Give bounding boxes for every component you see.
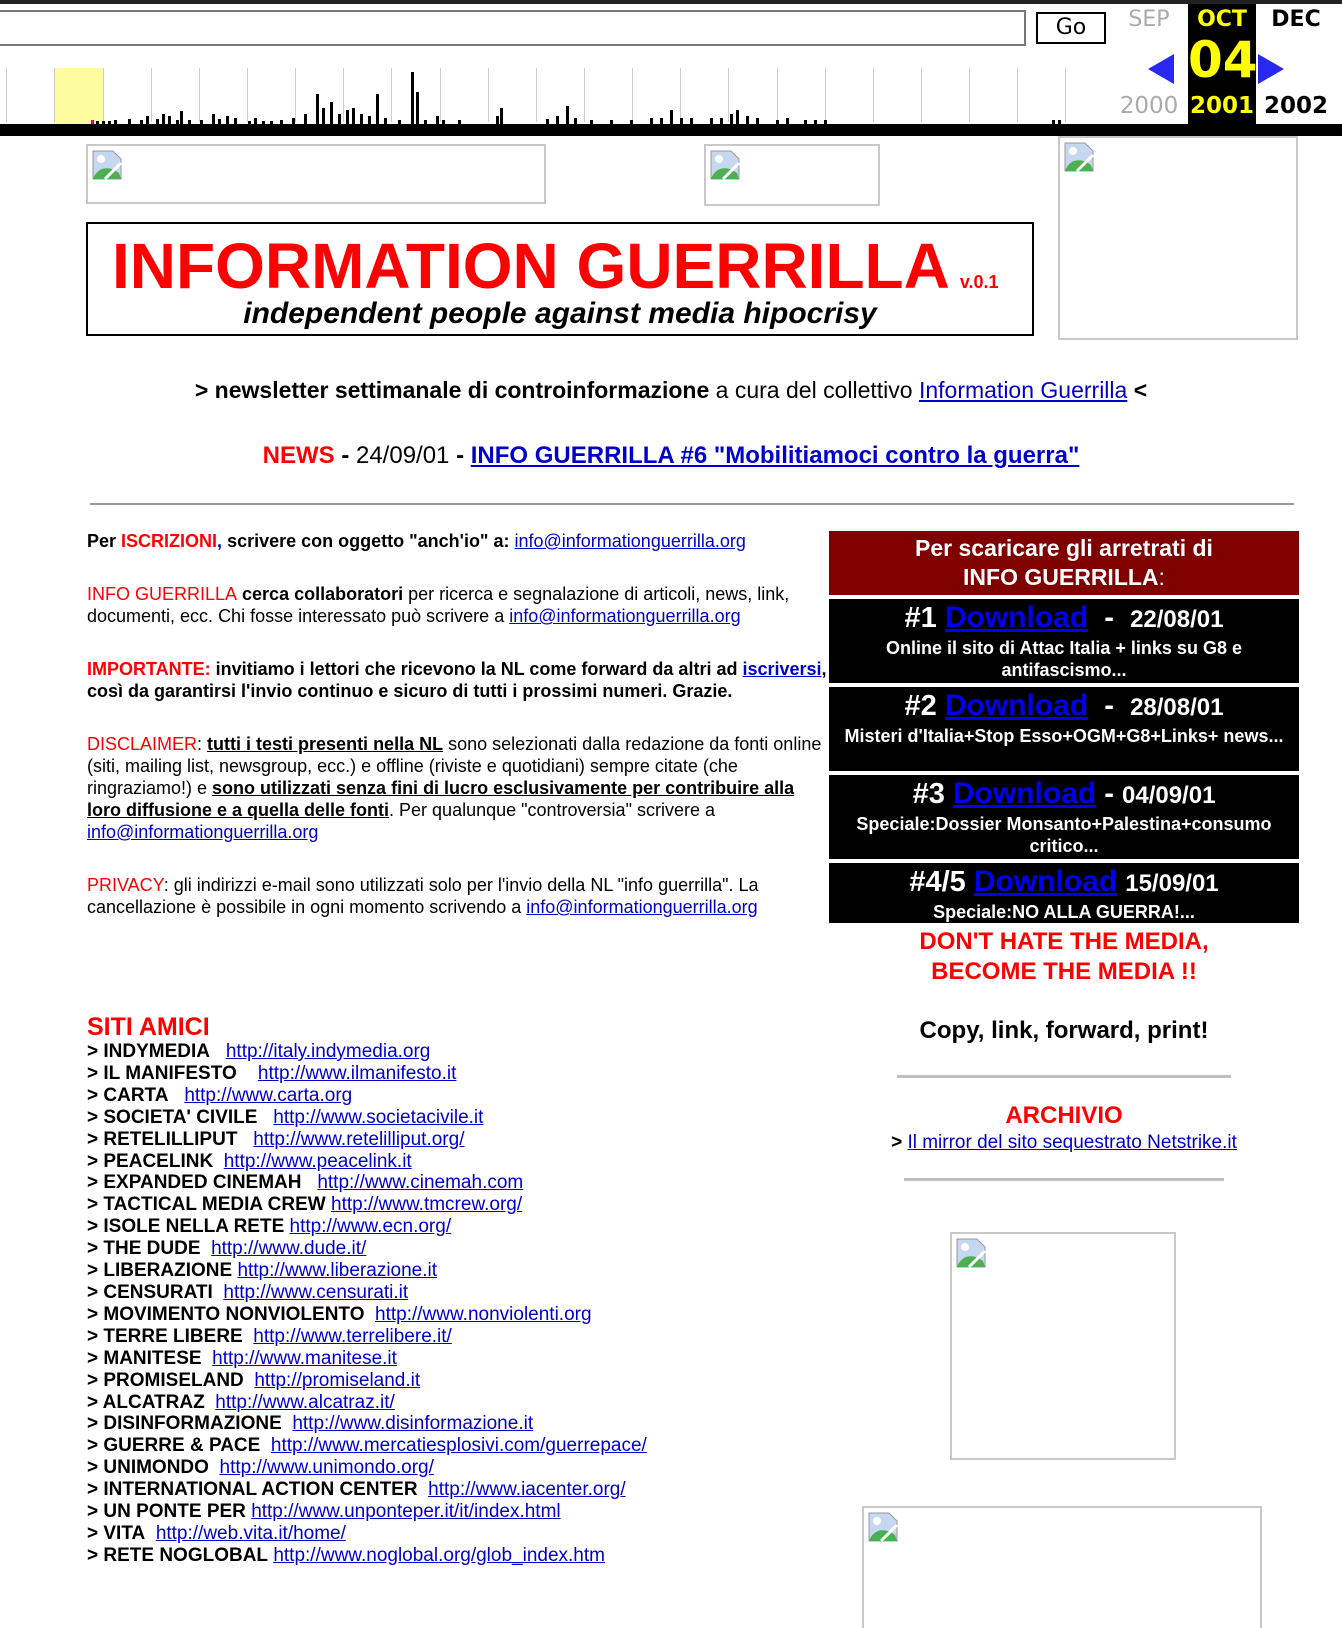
text: . Per qualunque "controversia" scrivere a bbox=[389, 800, 715, 820]
wayback-url-input[interactable] bbox=[0, 10, 1026, 46]
prev-arrow-icon[interactable] bbox=[1148, 54, 1174, 84]
list-item bbox=[87, 1523, 647, 1545]
capture-bar bbox=[316, 94, 319, 124]
site-name: > RETE NOGLOBAL bbox=[87, 1544, 269, 1566]
list-item bbox=[87, 1348, 647, 1370]
next-arrow-icon[interactable] bbox=[1258, 54, 1284, 84]
next-year[interactable]: 2002 bbox=[1263, 93, 1328, 119]
year-tick bbox=[343, 68, 344, 122]
capture-bar bbox=[670, 110, 673, 124]
capture-bar bbox=[330, 102, 333, 124]
calendar-nav bbox=[1110, 0, 1342, 124]
text: cerca collaboratori bbox=[237, 584, 404, 604]
wayback-toolbar bbox=[0, 0, 1342, 136]
list-item bbox=[87, 1172, 647, 1194]
year-tick bbox=[921, 68, 922, 122]
year-tick bbox=[1017, 68, 1018, 122]
year-tick bbox=[103, 68, 104, 122]
list-item bbox=[87, 1326, 647, 1348]
capture-bar bbox=[146, 116, 149, 124]
capture-bar bbox=[368, 116, 371, 124]
site-header bbox=[86, 222, 1034, 336]
side-image-top bbox=[1058, 136, 1298, 340]
issue-header bbox=[829, 687, 1299, 725]
email-link[interactable]: info@informationguerrilla.org bbox=[87, 822, 319, 842]
site-link[interactable]: http://www.manitese.it bbox=[212, 1347, 397, 1369]
list-item bbox=[87, 1129, 647, 1151]
arretrati-column bbox=[829, 531, 1299, 1181]
list-item bbox=[87, 1041, 647, 1063]
site-name: > PROMISELAND bbox=[87, 1369, 244, 1391]
arretrati-title-line2 bbox=[829, 563, 1299, 592]
list-item bbox=[87, 1151, 647, 1173]
separator: - bbox=[1096, 778, 1122, 810]
capture-bar bbox=[556, 116, 559, 124]
netstrike-mirror-link[interactable]: Il mirror del sito sequestrato Netstrike.it bbox=[907, 1132, 1237, 1153]
copy-slogan: Copy, link, forward, print! bbox=[919, 1017, 1209, 1044]
capture-bar bbox=[500, 108, 503, 124]
broken-image-icon bbox=[91, 149, 123, 181]
prev-month[interactable]: SEP bbox=[1128, 7, 1170, 32]
text: sono selezionati dalla redazione da fonti online (siti, mailing list, newsgroup, ecc.) e offline (riviste e quotidiani) sempre citate (che ringraziamo!) e bbox=[87, 734, 822, 798]
site-link[interactable]: http://www.ecn.org/ bbox=[289, 1216, 452, 1238]
site-name: > VITA bbox=[87, 1522, 146, 1544]
site-name: > TACTICAL MEDIA CREW bbox=[87, 1194, 326, 1216]
site-link[interactable]: http://www.terrelibere.it/ bbox=[253, 1325, 452, 1347]
site-name: > MANITESE bbox=[87, 1347, 202, 1369]
site-link[interactable]: http://www.nonviolenti.org bbox=[375, 1303, 592, 1325]
tagline-bold: > newsletter settimanale di controinformazione bbox=[194, 377, 710, 403]
issue-header bbox=[829, 863, 1299, 901]
issue-date: 15/09/01 bbox=[1125, 870, 1219, 897]
site-subtitle: independent people against media hipocrisy bbox=[243, 297, 877, 330]
site-link[interactable]: http://www.tmcrew.org/ bbox=[331, 1194, 523, 1216]
site-link[interactable]: http://www.carta.org bbox=[184, 1084, 353, 1106]
list-item bbox=[87, 1370, 647, 1392]
issue-header bbox=[829, 599, 1299, 637]
issue-header bbox=[829, 775, 1299, 813]
list-item bbox=[87, 1063, 647, 1085]
next-month[interactable]: DEC bbox=[1271, 7, 1321, 32]
disclaimer-paragraph bbox=[87, 733, 827, 843]
issue-description: Speciale:Dossier Monsanto+Palestina+consumo critico... bbox=[856, 814, 1272, 856]
site-name: > THE DUDE bbox=[87, 1238, 201, 1260]
prev-year[interactable]: 2000 bbox=[1119, 93, 1179, 119]
disclaimer-label: DISCLAIMER bbox=[87, 734, 198, 754]
list-item bbox=[87, 1282, 647, 1304]
importante-paragraph bbox=[87, 658, 827, 702]
issue-number: #1 bbox=[904, 602, 937, 634]
capture-bar bbox=[322, 108, 325, 124]
site-link[interactable]: http://promiseland.it bbox=[254, 1369, 421, 1391]
site-name: > UN PONTE PER bbox=[87, 1501, 246, 1523]
current-month: OCT bbox=[1197, 7, 1247, 32]
site-name: > LIBERAZIONE bbox=[87, 1260, 233, 1282]
issue-description: Speciale:NO ALLA GUERRA!... bbox=[933, 902, 1195, 922]
capture-bar bbox=[566, 106, 569, 124]
issue-number: #4/5 bbox=[909, 866, 966, 898]
site-name: > EXPANDED CINEMAH bbox=[87, 1172, 302, 1194]
list-item bbox=[87, 1194, 647, 1216]
list-item bbox=[87, 1457, 647, 1479]
issue-1 bbox=[829, 599, 1299, 683]
list-item bbox=[87, 1413, 647, 1435]
site-link[interactable]: http://www.liberazione.it bbox=[237, 1260, 438, 1282]
site-name: > SOCIETA' CIVILE bbox=[87, 1106, 258, 1128]
issue-date: 04/09/01 bbox=[1122, 782, 1216, 809]
list-item bbox=[87, 1435, 647, 1457]
site-link[interactable]: http://www.cinemah.com bbox=[317, 1172, 524, 1194]
capture-bar bbox=[746, 116, 749, 124]
site-link[interactable]: http://www.noglobal.org/glob_index.htm bbox=[273, 1544, 605, 1566]
text: , così da garantirsi l'invio continuo e sicuro di tutti i prossimi numeri. Grazie. bbox=[87, 659, 827, 701]
news-line bbox=[0, 442, 1342, 470]
site-name: > CARTA bbox=[87, 1084, 169, 1106]
download-link[interactable]: Download bbox=[952, 777, 1097, 810]
site-link[interactable]: http://italy.indymedia.org bbox=[225, 1041, 431, 1062]
list-item bbox=[87, 1107, 647, 1129]
iscrizioni-paragraph bbox=[87, 530, 827, 552]
site-link[interactable]: http://www.unimondo.org/ bbox=[219, 1457, 434, 1479]
side-image-middle bbox=[950, 1232, 1176, 1460]
year-tick bbox=[295, 68, 296, 122]
issue-4-5 bbox=[829, 863, 1299, 923]
site-name: > RETELILLIPUT bbox=[87, 1128, 238, 1150]
capture-bar bbox=[304, 114, 307, 124]
capture-bar bbox=[436, 116, 439, 124]
text: tutti i testi presenti nella NL bbox=[207, 734, 444, 754]
broken-image-icon bbox=[955, 1237, 987, 1269]
current-capture bbox=[1188, 4, 1256, 124]
next-capture[interactable] bbox=[1256, 4, 1336, 124]
side-image-bottom bbox=[862, 1506, 1262, 1628]
text: : bbox=[197, 734, 208, 754]
list-item bbox=[87, 1545, 647, 1567]
year-tick bbox=[584, 68, 585, 122]
arretrati-title-line1: Per scaricare gli arretrati di bbox=[915, 535, 1213, 561]
capture-bar bbox=[168, 116, 171, 124]
site-title-text: INFORMATION GUERRILLA bbox=[112, 230, 950, 302]
site-name: > IL MANIFESTO bbox=[87, 1062, 237, 1084]
privacy-label: PRIVACY bbox=[87, 875, 164, 895]
issue-number: #2 bbox=[904, 690, 937, 722]
site-link[interactable]: http://www.peacelink.it bbox=[223, 1150, 412, 1172]
issue-date: 28/08/01 bbox=[1130, 694, 1224, 721]
site-name: > GUERRE & PACE bbox=[87, 1435, 261, 1457]
year-tick bbox=[728, 68, 729, 122]
site-link[interactable]: http://www.censurati.it bbox=[223, 1281, 409, 1303]
email-link[interactable]: info@informationguerrilla.org bbox=[509, 606, 741, 626]
text: sono utilizzati senza fini di lucro esclusivamente per contribuire alla loro diffusione e a quella delle fonti bbox=[87, 778, 795, 820]
bullet: > bbox=[891, 1132, 908, 1153]
site-name: > TERRE LIBERE bbox=[87, 1325, 243, 1347]
issue-date: 22/08/01 bbox=[1130, 606, 1224, 633]
site-link[interactable]: http://www.mercatiesplosivi.com/guerrepace/ bbox=[270, 1435, 647, 1457]
capture-bar bbox=[730, 114, 733, 124]
year-tick bbox=[873, 68, 874, 122]
year-tick bbox=[825, 68, 826, 122]
capture-bar bbox=[352, 108, 355, 124]
capture-bar bbox=[360, 114, 363, 124]
siti-amici-title: SITI AMICI bbox=[87, 1013, 210, 1041]
site-link[interactable]: http://www.dude.it/ bbox=[211, 1238, 367, 1260]
info-column bbox=[87, 530, 827, 949]
site-version: v.0.1 bbox=[959, 272, 999, 292]
broken-image-icon bbox=[1063, 141, 1095, 173]
news-label: NEWS bbox=[262, 442, 335, 469]
capture-bar bbox=[496, 116, 499, 124]
year-tick bbox=[777, 68, 778, 122]
list-item bbox=[87, 1479, 647, 1501]
slogan bbox=[829, 927, 1299, 987]
comma: , bbox=[217, 531, 223, 551]
prev-capture[interactable] bbox=[1110, 4, 1188, 124]
newsletter-tagline bbox=[0, 377, 1342, 404]
arretrati-title-text: INFO GUERRILLA bbox=[963, 564, 1159, 590]
colon: : bbox=[1158, 564, 1165, 590]
site-name: > ALCATRAZ bbox=[87, 1391, 205, 1413]
divider bbox=[90, 503, 1294, 505]
download-link[interactable]: Download bbox=[944, 601, 1089, 634]
current-year-highlight bbox=[54, 68, 104, 124]
divider bbox=[904, 1178, 1224, 1181]
text: : gli indirizzi e-mail sono utilizzati solo per l'invio della NL "info guerrilla". La cancellazione è possibile in ogni momento scrivendo a bbox=[87, 875, 759, 917]
news-date: 24/09/01 bbox=[355, 442, 450, 469]
site-link[interactable]: http://www.ilmanifesto.it bbox=[257, 1062, 457, 1084]
siti-amici-list bbox=[87, 1041, 647, 1567]
separator: - bbox=[1088, 602, 1131, 634]
news-sep: - bbox=[449, 442, 471, 469]
site-link[interactable]: http://www.alcatraz.it/ bbox=[215, 1391, 395, 1413]
list-item bbox=[87, 1216, 647, 1238]
capture-bar bbox=[411, 72, 414, 124]
news-sep: - bbox=[334, 442, 356, 469]
site-link[interactable]: http://www.unponteper.it/it/index.html bbox=[251, 1501, 561, 1523]
site-name: > INTERNATIONAL ACTION CENTER bbox=[87, 1479, 418, 1501]
list-item bbox=[87, 1238, 647, 1260]
tagline-middle: a cura del collettivo bbox=[709, 377, 919, 403]
site-name: > CENSURATI bbox=[87, 1281, 213, 1303]
site-name: > UNIMONDO bbox=[87, 1457, 209, 1479]
site-name: > INDYMEDIA bbox=[87, 1041, 210, 1062]
text: Per bbox=[87, 531, 122, 551]
year-tick bbox=[440, 68, 441, 122]
separator: - bbox=[1088, 690, 1131, 722]
year-tick bbox=[199, 68, 200, 122]
news-link[interactable]: INFO GUERRILLA #6 "Mobilitiamoci contro la guerra" bbox=[470, 442, 1080, 469]
toolbar-bottom-border bbox=[0, 124, 1342, 136]
capture-bar bbox=[736, 110, 739, 124]
site-link[interactable]: http://web.vita.it/home/ bbox=[155, 1522, 346, 1544]
tagline-suffix: < bbox=[1127, 377, 1148, 403]
capture-bar bbox=[376, 94, 379, 124]
capture-bar bbox=[346, 110, 349, 124]
issue-description: Misteri d'Italia+Stop Esso+OGM+G8+Links+ news... bbox=[844, 726, 1284, 746]
broken-image-icon bbox=[867, 1511, 899, 1543]
slogan-line2: BECOME THE MEDIA !! bbox=[931, 958, 1197, 985]
go-button[interactable]: Go bbox=[1036, 12, 1106, 44]
capture-bar bbox=[226, 116, 229, 124]
issue-description: Online il sito di Attac Italia + links su G8 e antifascismo... bbox=[886, 638, 1242, 680]
year-tick bbox=[1065, 68, 1066, 122]
email-link[interactable]: info@informationguerrilla.org bbox=[526, 897, 758, 917]
capture-bar bbox=[338, 114, 341, 124]
capture-bar bbox=[180, 111, 183, 124]
list-item bbox=[87, 1085, 647, 1107]
capture-sparkline[interactable] bbox=[0, 66, 1080, 124]
arretrati-header bbox=[829, 531, 1299, 595]
list-item bbox=[87, 1392, 647, 1414]
info-guerrilla-label: INFO GUERRILLA bbox=[87, 584, 238, 604]
collaboratori-paragraph bbox=[87, 583, 827, 627]
banner-image-2 bbox=[704, 144, 880, 206]
issue-3 bbox=[829, 775, 1299, 859]
current-day: 04 bbox=[1188, 31, 1258, 89]
download-link[interactable]: Download bbox=[973, 865, 1118, 898]
year-tick bbox=[391, 68, 392, 122]
privacy-paragraph bbox=[87, 874, 827, 918]
site-name: > DISINFORMAZIONE bbox=[87, 1413, 282, 1435]
year-tick bbox=[247, 68, 248, 122]
iscriversi-link[interactable]: iscriversi bbox=[742, 659, 822, 679]
slogan-line1: DON'T HATE THE MEDIA, bbox=[919, 928, 1209, 955]
year-tick bbox=[54, 68, 55, 122]
divider bbox=[897, 1075, 1231, 1078]
email-link[interactable]: info@informationguerrilla.org bbox=[514, 531, 746, 551]
text: per ricerca e segnalazione di articoli, news, link, documenti, ecc. Chi fosse interessato può scrivere a bbox=[87, 584, 790, 626]
capture-bar bbox=[416, 92, 419, 124]
download-link[interactable]: Download bbox=[944, 689, 1089, 722]
site-link[interactable]: http://www.disinformazione.it bbox=[292, 1413, 534, 1435]
year-tick bbox=[488, 68, 489, 122]
site-name: > MOVIMENTO NONVIOLENTO bbox=[87, 1303, 365, 1325]
site-link[interactable]: http://www.societacivile.it bbox=[273, 1106, 484, 1128]
year-tick bbox=[969, 68, 970, 122]
site-link[interactable]: http://www.iacenter.org/ bbox=[428, 1479, 626, 1501]
issue-2 bbox=[829, 687, 1299, 771]
capture-bar bbox=[162, 114, 165, 124]
broken-image-icon bbox=[709, 149, 741, 181]
text: invitiamo i lettori che ricevono la NL come forward da altri ad bbox=[210, 659, 743, 679]
site-link[interactable]: http://www.retelilliput.org/ bbox=[253, 1128, 465, 1150]
archivio-title: ARCHIVIO bbox=[1005, 1102, 1123, 1129]
importante-label: IMPORTANTE: bbox=[87, 659, 211, 679]
year-tick bbox=[632, 68, 633, 122]
capture-bar bbox=[212, 114, 215, 124]
list-item bbox=[87, 1260, 647, 1282]
list-item bbox=[87, 1304, 647, 1326]
site-name: > PEACELINK bbox=[87, 1150, 214, 1172]
text: scrivere con oggetto "anch'io" a: bbox=[222, 531, 515, 551]
year-tick bbox=[6, 68, 7, 122]
banner-image-1 bbox=[86, 144, 546, 204]
year-tick bbox=[536, 68, 537, 122]
current-year: 2001 bbox=[1189, 93, 1254, 119]
collettivo-link[interactable]: Information Guerrilla bbox=[918, 377, 1128, 403]
issue-number: #3 bbox=[912, 778, 945, 810]
iscrizioni-label: ISCRIZIONI bbox=[121, 531, 218, 551]
year-tick bbox=[680, 68, 681, 122]
site-name: > ISOLE NELLA RETE bbox=[87, 1216, 285, 1238]
list-item bbox=[87, 1501, 647, 1523]
year-tick bbox=[151, 68, 152, 122]
archivio-item bbox=[829, 1132, 1299, 1154]
